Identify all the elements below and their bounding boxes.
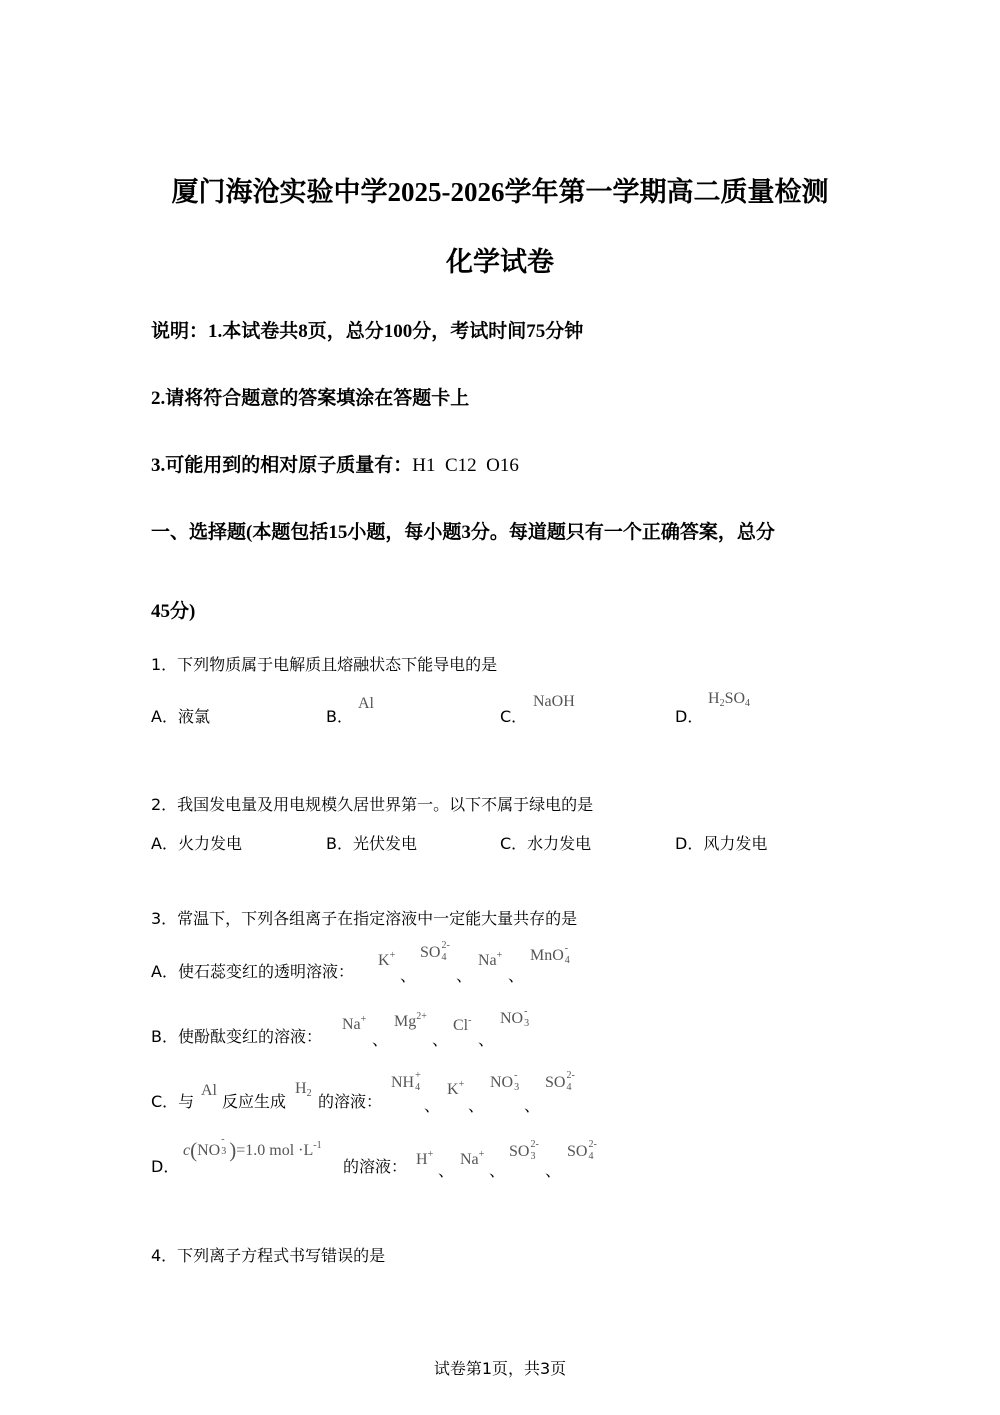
q3-a-sep: 、 xyxy=(456,966,473,985)
q3-c-ion-k: K+ xyxy=(447,1079,465,1098)
page-footer: 试卷第1页，共3页 xyxy=(433,1359,567,1378)
instruction-3-label: 3.可能用到的相对原子质量有： xyxy=(151,455,413,476)
instruction-3-values: H1 C12 O16 xyxy=(412,455,519,476)
q3-b-ion-mg: $Mg^{2+}$ xyxy=(394,1011,427,1030)
q3-c-sep: 、 xyxy=(468,1096,485,1115)
q1-option-c-label: C． xyxy=(500,707,528,726)
q3-option-b-text: B．使酚酞变红的溶液： xyxy=(151,1027,322,1046)
q3-c-sep: 、 xyxy=(424,1096,441,1115)
q3-d-sep: 、 xyxy=(489,1161,506,1180)
q3-c-sep: 、 xyxy=(524,1096,541,1115)
q3-d-conc-text: =1.0 mol ·L xyxy=(236,1142,314,1159)
q1-option-a: A．液氯 xyxy=(151,707,210,726)
q3-b-sep: 、 xyxy=(478,1030,495,1049)
q1-option-d-label: D． xyxy=(675,707,704,726)
section-heading-line2: 45分) xyxy=(151,601,196,622)
q3-c-text1: C．与 xyxy=(151,1092,195,1111)
q3-c-h2: $H_2$ xyxy=(295,1080,312,1099)
exam-title-line2: 化学试卷 xyxy=(446,247,554,277)
q3-a-ion-k: K+ xyxy=(378,950,396,969)
q1-option-d-formula: $H_2SO_4$ xyxy=(708,690,751,709)
instruction-3 xyxy=(151,450,519,477)
q3-c-ion-so4: SO 2- 4 xyxy=(545,1070,575,1093)
q2-option-d: D．风力发电 xyxy=(675,834,768,853)
q1-option-b-label: B． xyxy=(326,707,353,726)
q3-b-ion-cl: Cl- xyxy=(453,1015,472,1034)
q3-stem: 3．常温下，下列各组离子在指定溶液中一定能大量共存的是 xyxy=(151,909,578,928)
q3-option-c xyxy=(151,1089,194,1112)
q1-stem: 1．下列物质属于电解质且熔融状态下能导电的是 xyxy=(151,655,498,674)
q3-c-text3: 的溶液： xyxy=(318,1092,383,1111)
q3-b-ion-na: Na+ xyxy=(342,1014,367,1033)
q3-b-sep: 、 xyxy=(432,1030,449,1049)
q3-c-al: Al xyxy=(201,1082,217,1099)
q3-d-ion-na: Na+ xyxy=(460,1149,485,1168)
q2-option-b: B．光伏发电 xyxy=(326,834,417,853)
q1-option-b-formula: Al xyxy=(358,695,374,712)
q2-stem: 2．我国发电量及用电规模久居世界第一。以下不属于绿电的是 xyxy=(151,795,594,814)
q3-a-ion-na: Na+ xyxy=(478,950,503,969)
q3-a-sep: 、 xyxy=(508,966,525,985)
q4-stem: 4．下列离子方程式书写错误的是 xyxy=(151,1246,386,1265)
instruction-1: 说明：1.本试卷共8页，总分100分，考试时间75分钟 xyxy=(151,321,584,342)
section-heading-line1: 一、选择题(本题包括15小题，每小题3分。每道题只有一个正确答案，总分 xyxy=(151,522,775,543)
q3-d-ion-h: H+ xyxy=(416,1149,434,1168)
q3-a-sep: 、 xyxy=(400,966,417,985)
q3-b-ion-no3: NO - 3 xyxy=(500,1006,530,1029)
q3-d-sep: 、 xyxy=(545,1161,562,1180)
q3-d-ion-so3: SO 2- 3 xyxy=(509,1139,539,1162)
q3-option-d-label: D． xyxy=(151,1157,180,1176)
q1-option-d xyxy=(675,704,703,727)
q3-a-ion-so4: SO 2- 4 xyxy=(420,940,450,963)
q3-d-sep: 、 xyxy=(438,1161,455,1180)
q2-option-c: C．水力发电 xyxy=(500,834,592,853)
exam-title-line1: 厦门海沧实验中学2025-2026学年第一学期高二质量检测 xyxy=(171,177,829,207)
q3-d-ion-so4: SO 2- 4 xyxy=(567,1139,597,1162)
q1-option-b xyxy=(326,704,353,727)
instruction-2: 2.请将符合题意的答案填涂在答题卡上 xyxy=(151,388,470,409)
q3-c-ion-nh4: NH + 4 xyxy=(391,1070,421,1093)
q3-option-a-text: A．使石蕊变红的透明溶液： xyxy=(151,962,354,981)
q3-c-ion-no3: NO - 3 xyxy=(490,1070,520,1093)
q3-c-text2: 反应生成 xyxy=(222,1092,287,1111)
q3-d-concentration: c(NO - 3 )=1.0 mol $\cdot L^{-1}$ xyxy=(183,1134,322,1162)
q1-option-c xyxy=(500,704,527,727)
q3-a-ion-mno4: MnO - 4 xyxy=(530,943,570,966)
q2-option-a: A．火力发电 xyxy=(151,834,242,853)
q3-b-sep: 、 xyxy=(372,1030,389,1049)
q3-d-text: 的溶液： xyxy=(343,1157,408,1176)
q1-option-c-formula: NaOH xyxy=(533,693,575,710)
